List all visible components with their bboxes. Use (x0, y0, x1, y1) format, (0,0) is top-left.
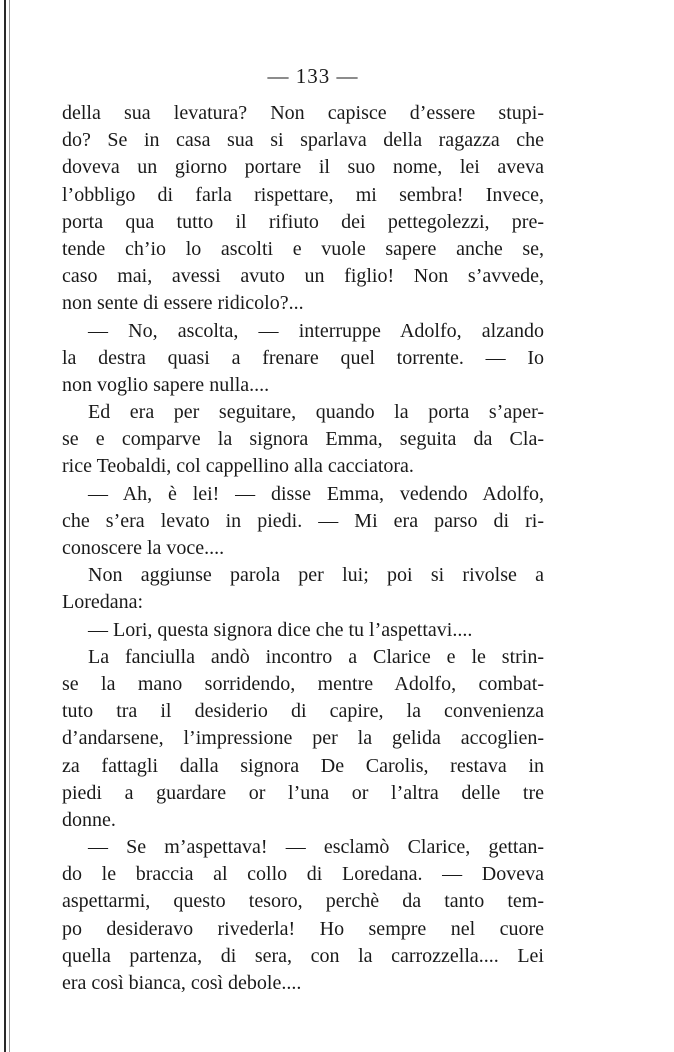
text-line: — Ah, è lei! — disse Emma, vedendo Adolfo, (88, 482, 544, 505)
text-line: non voglio sapere nulla.... (62, 373, 270, 396)
text-line: La fanciulla andò incontro a Clarice e le strin- (88, 645, 544, 668)
text-line: — Lori, questa signora dice che tu l’aspettavi.... (88, 618, 473, 641)
text-line: la destra quasi a frenare quel torrente. — Io (62, 346, 544, 369)
text-line: rice Teobaldi, col cappellino alla cacciatora. (62, 455, 414, 478)
text-line: conoscere la voce.... (62, 537, 225, 559)
text-line: se la mano sorridendo, mentre Adolfo, combat- (62, 672, 544, 695)
text-line: tende ch’io lo ascolti e vuole sapere anche se, (62, 237, 544, 260)
text-line: della sua levatura? Non capisce d’essere stupi- (62, 102, 544, 124)
text-line: Ed era per seguitare, quando la porta s’aper- (88, 401, 544, 424)
text-line: po desideravo rivederla! Ho sempre nel cuore (62, 917, 544, 940)
text-line: aspettarmi, questo tesoro, perchè da tanto tem- (62, 890, 544, 913)
text-line: — No, ascolta, — interruppe Adolfo, alzando (88, 319, 544, 342)
text-line: tuto tra il desiderio di capire, la convenienza (62, 700, 544, 723)
body-text (62, 100, 544, 997)
text-line: piedi a guardare or l’una or l’altra delle tre (62, 781, 544, 804)
page-number: — 133 — (267, 64, 359, 88)
text-line: do le braccia al collo di Loredana. — Doveva (62, 863, 544, 886)
text-line: d’andarsene, l’impressione per la gelida accoglien- (62, 727, 544, 750)
text-line: za fattagli dalla signora De Carolis, restava in (62, 754, 544, 777)
text-line: che s’era levato in piedi. — Mi era parso di ri- (62, 509, 544, 532)
text-line: — Se m’aspettava! — esclamò Clarice, gettan- (88, 836, 544, 859)
text-line: donne. (62, 808, 116, 831)
page-left-edge (4, 0, 6, 1052)
text-line: se e comparve la signora Emma, seguita da Cla- (62, 428, 544, 451)
text-line: porta qua tutto il rifiuto dei pettegolezzi, pre- (62, 210, 544, 233)
text-line: doveva un giorno portare il suo nome, lei aveva (62, 156, 544, 179)
text-line: Non aggiunse parola per lui; poi si rivolse a (88, 564, 544, 587)
text-line: Loredana: (62, 591, 144, 614)
text-line: do? Se in casa sua si sparlava della ragazza che (62, 129, 544, 152)
text-line: non sente di essere ridicolo?... (62, 292, 304, 315)
text-line: caso mai, avessi avuto un figlio! Non s’avvede, (62, 265, 544, 288)
text-line: era così bianca, così debole.... (62, 972, 302, 994)
text-line: quella partenza, di sera, con la carrozzella.... Lei (62, 944, 544, 967)
page-left-edge-shadow (9, 0, 10, 1052)
text-line: l’obbligo di farla rispettare, mi sembra! Invece, (62, 183, 544, 206)
